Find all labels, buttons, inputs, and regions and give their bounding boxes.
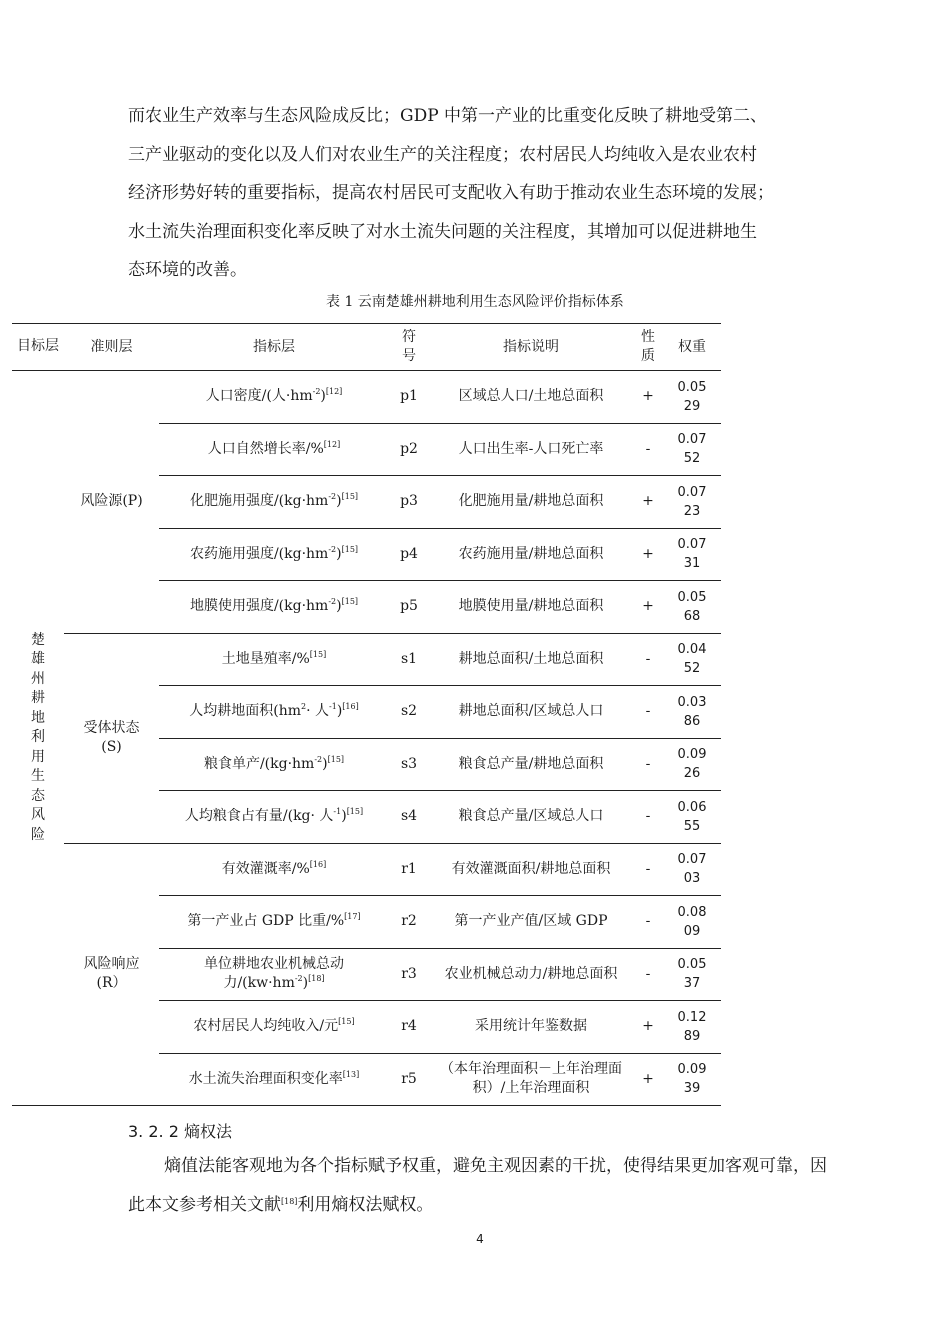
header-weight: 权重 (663, 324, 721, 371)
nature-cell: - (633, 896, 663, 949)
citation: [13] (342, 1069, 360, 1079)
indicator-cell: 人均耕地面积($hm^2\cdot$ 人$^{-1}$)[16] (159, 686, 389, 739)
description-cell: 耕地总面积/土地总面积 (429, 633, 633, 686)
nature-cell: - (633, 633, 663, 686)
weight-cell: 0.0723 (663, 476, 721, 529)
citation: [18] (308, 974, 325, 984)
indicator-cell: 化肥施用强度$/(kg\cdot hm^{-2})[15]$ (159, 476, 389, 529)
citation: [15] (341, 544, 359, 554)
symbol-cell: r5 (389, 1053, 429, 1106)
weight-cell: 0.0809 (663, 896, 721, 949)
weight-cell: 0.0655 (663, 791, 721, 844)
description-cell: 农药施用量/耕地总面积 (429, 528, 633, 581)
indicator-cell: 人口密度/(人$\cdot hm^{-2})[12]$ (159, 371, 389, 424)
nature-cell: - (633, 791, 663, 844)
description-cell: （本年治理面积－上年治理面积）/上年治理面积 (429, 1053, 633, 1106)
header-goal: 目标层 (12, 324, 64, 371)
symbol-cell: p2 (389, 423, 429, 476)
symbol-cell: r2 (389, 896, 429, 949)
table-row (12, 371, 721, 424)
intro-line: 三产业驱动的变化以及人们对农业生产的关注程度；农村居民人均纯收入是农业农村 (128, 144, 757, 165)
nature-cell: - (633, 686, 663, 739)
header-symbol: 符号 (389, 324, 429, 371)
header-indicator: 指标层 (159, 324, 389, 371)
nature-cell: - (633, 423, 663, 476)
citation: [15] (341, 492, 359, 502)
symbol-cell: s4 (389, 791, 429, 844)
citation: [15] (346, 807, 364, 817)
weight-cell: 0.0386 (663, 686, 721, 739)
weight-cell: 0.0939 (663, 1053, 721, 1106)
weight-cell: 0.0926 (663, 738, 721, 791)
section-heading: 3. 2. 2 熵权法 (128, 1122, 232, 1141)
table-row (12, 633, 721, 686)
description-cell: 地膜使用量/耕地总面积 (429, 581, 633, 634)
symbol-cell: r4 (389, 1001, 429, 1054)
weight-cell: 0.0529 (663, 371, 721, 424)
indicator-cell: 人均粮食占有量/(kg· 人$^{-1}$)[15] (159, 791, 389, 844)
description-cell: 粮食总产量/区域总人口 (429, 791, 633, 844)
citation: [18] (281, 1196, 298, 1206)
section-paragraph: 熵值法能客观地为各个指标赋予权重，避免主观因素的干扰，使得结果更加客观可靠，因此本文参考相关文献[18]利用熵权法赋权。 (128, 1156, 827, 1215)
symbol-cell: r3 (389, 948, 429, 1001)
symbol-cell: p3 (389, 476, 429, 529)
symbol-cell: s3 (389, 738, 429, 791)
symbol-cell: p4 (389, 528, 429, 581)
nature-cell: + (633, 1053, 663, 1106)
citation: [16] (342, 702, 359, 712)
symbol-cell: p5 (389, 581, 429, 634)
intro-line: 而农业生产效率与生态风险成反比；GDP 中第一产业的比重变化反映了耕地受第二、 (128, 106, 768, 126)
intro-line: 经济形势好转的重要指标，提高农村居民可支配收入有助于推动农业生态环境的发展； (128, 183, 774, 203)
criterion-cell: 风险响应(R） (64, 843, 159, 1106)
description-cell: 化肥施用量/耕地总面积 (429, 476, 633, 529)
description-cell: 区域总人口/土地总面积 (429, 371, 633, 424)
weight-cell: 0.0537 (663, 948, 721, 1001)
symbol-cell: r1 (389, 843, 429, 896)
citation: [16] (309, 859, 327, 869)
citation: [12] (323, 439, 341, 449)
weight-cell: 0.0752 (663, 423, 721, 476)
nature-cell: + (633, 371, 663, 424)
description-cell: 人口出生率-人口死亡率 (429, 423, 633, 476)
intro-line: 水土流失治理面积变化率反映了对水土流失问题的关注程度，其增加可以促进耕地生 (128, 221, 757, 242)
description-cell: 有效灌溉面积/耕地总面积 (429, 843, 633, 896)
nature-cell: + (633, 528, 663, 581)
indicator-cell: 地膜使用强度$/(kg\cdot hm^{-2})[15]$ (159, 581, 389, 634)
page-number: 4 (476, 1232, 484, 1246)
criterion-cell: 风险源(P) (64, 371, 159, 634)
goal-cell: 楚雄州耕地利用生态风险 (12, 371, 64, 1106)
indicator-cell: 单位耕地农业机械总动力$/(kw\cdot hm^{-2})[18]$ (159, 948, 389, 1001)
description-cell: 采用统计年鉴数据 (429, 1001, 633, 1054)
indicator-cell: 农村居民人均纯收入/元[15] (159, 1001, 389, 1054)
description-cell: 耕地总面积/区域总人口 (429, 686, 633, 739)
indicator-table (12, 323, 721, 1106)
nature-cell: - (633, 738, 663, 791)
intro-paragraph (128, 97, 840, 290)
header-description: 指标说明 (429, 324, 633, 371)
symbol-cell: s1 (389, 633, 429, 686)
header-nature: 性质 (633, 324, 663, 371)
citation: [15] (327, 754, 345, 764)
indicator-cell: 有效灌溉率/%[16] (159, 843, 389, 896)
table-row (12, 843, 721, 896)
citation: [15] (338, 1017, 355, 1027)
weight-cell: 0.0568 (663, 581, 721, 634)
description-cell: 粮食总产量/耕地总面积 (429, 738, 633, 791)
intro-line: 态环境的改善。 (128, 260, 247, 280)
citation: [15] (341, 597, 359, 607)
indicator-cell: 粮食单产$/(kg\cdot hm^{-2})[15]$ (159, 738, 389, 791)
indicator-cell: 水土流失治理面积变化率[13] (159, 1053, 389, 1106)
indicator-cell: 第一产业占 GDP 比重/%[17] (159, 896, 389, 949)
header-criterion: 准则层 (64, 324, 159, 371)
nature-cell: - (633, 843, 663, 896)
criterion-cell: 受体状态(S) (64, 633, 159, 843)
weight-cell: 0.0452 (663, 633, 721, 686)
symbol-cell: p1 (389, 371, 429, 424)
weight-cell: 0.1289 (663, 1001, 721, 1054)
nature-cell: + (633, 1001, 663, 1054)
indicator-cell: 土地垦殖率/%[15] (159, 633, 389, 686)
table-header-row (12, 324, 721, 371)
description-cell: 农业机械总动力/耕地总面积 (429, 948, 633, 1001)
weight-cell: 0.0703 (663, 843, 721, 896)
nature-cell: + (633, 476, 663, 529)
nature-cell: + (633, 581, 663, 634)
indicator-cell: 人口自然增长率/%[12] (159, 423, 389, 476)
citation: [17] (344, 912, 361, 922)
description-cell: 第一产业产值/区域 GDP (429, 896, 633, 949)
nature-cell: - (633, 948, 663, 1001)
weight-cell: 0.0731 (663, 528, 721, 581)
indicator-cell: 农药施用强度$/(kg\cdot hm^{-2})[15]$ (159, 528, 389, 581)
citation: [15] (309, 649, 327, 659)
symbol-cell: s2 (389, 686, 429, 739)
citation: [12] (325, 387, 343, 397)
